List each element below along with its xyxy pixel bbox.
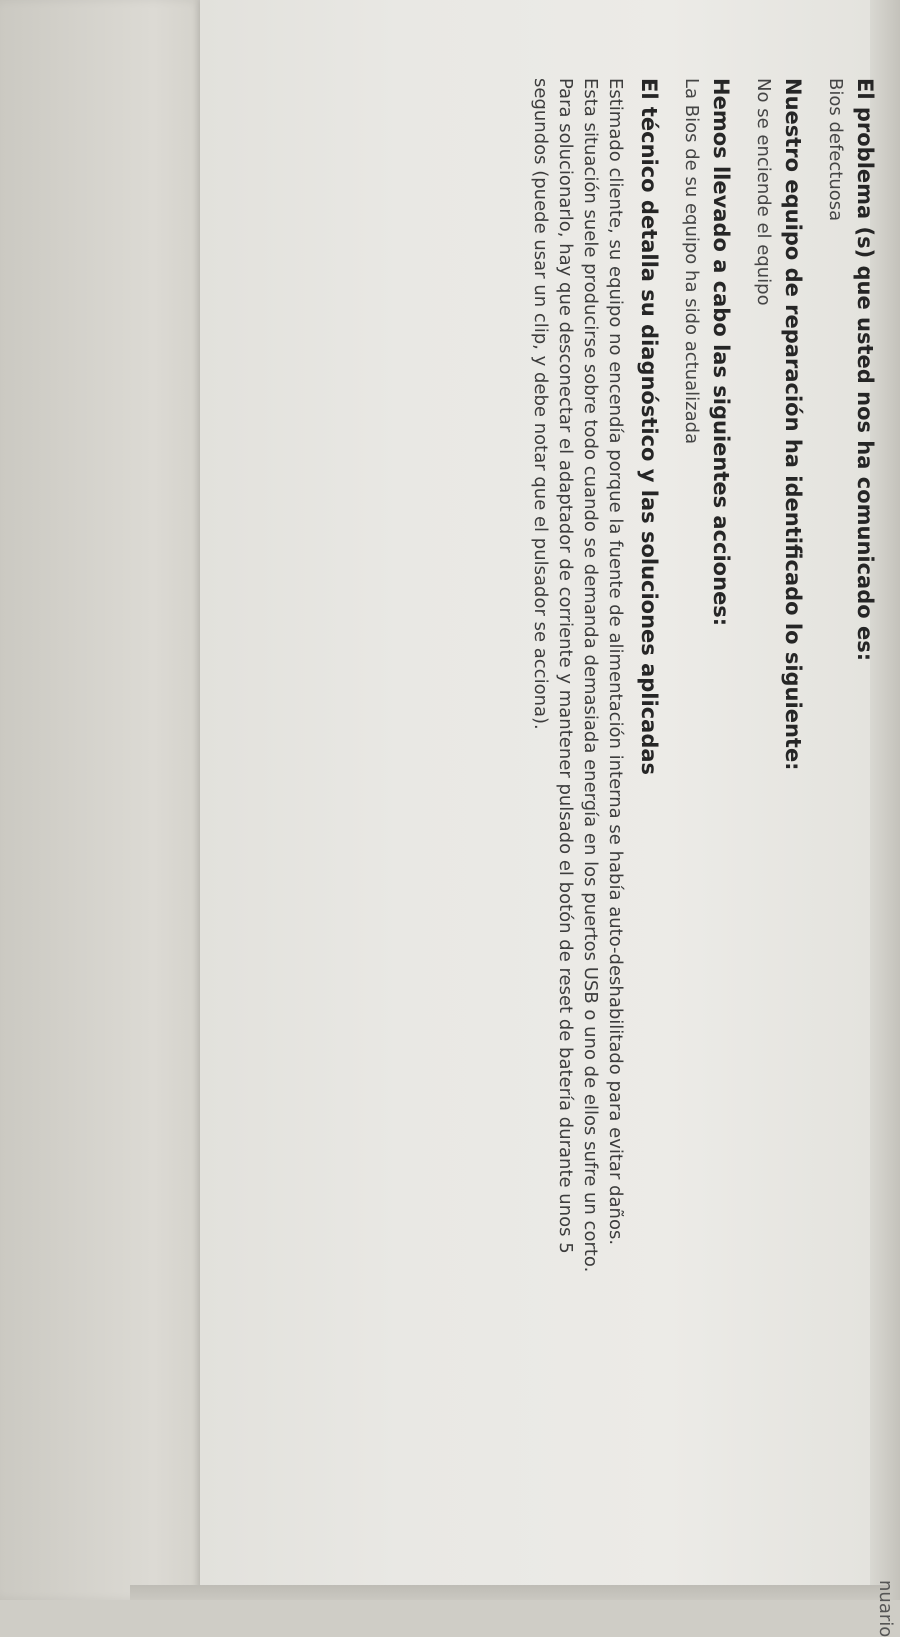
diagnosis-line: Para solucionarlo, hay que desconectar el adaptador de corriente y mantener pulsado el botón de reset de batería durante unos 5 bbox=[555, 78, 576, 1254]
repair-report bbox=[528, 78, 880, 1418]
diagnosis-line: Esta situación suele producirse sobre todo cuando se demanda demasiada energía en los puertos USB o uno de ellos sufre un corto. bbox=[580, 78, 601, 1273]
identified-value: No se enciende el equipo bbox=[753, 78, 774, 306]
identified-heading: Nuestro equipo de reparación ha identificado lo siguiente: bbox=[781, 78, 805, 771]
cropped-corner-text: nuario bbox=[875, 1580, 896, 1637]
diagnosis-line: segundos (puede usar un clip, y debe notar que el pulsador se acciona). bbox=[530, 78, 551, 730]
actions-value: La Bios de su equipo ha sido actualizada bbox=[681, 78, 702, 445]
diagnosis-line: Estimado cliente, su equipo no encendía porque la fuente de alimentación interna se había auto-deshabilitado para evitar daños. bbox=[605, 78, 626, 1246]
problem-heading: El problema (s) que usted nos ha comunicado es: bbox=[853, 78, 877, 662]
diagnosis-heading: El técnico detalla su diagnóstico y las soluciones aplicadas bbox=[637, 78, 661, 776]
problem-value: Bios defectuosa bbox=[825, 78, 846, 222]
actions-heading: Hemos llevado a cabo las siguientes acciones: bbox=[709, 78, 733, 627]
